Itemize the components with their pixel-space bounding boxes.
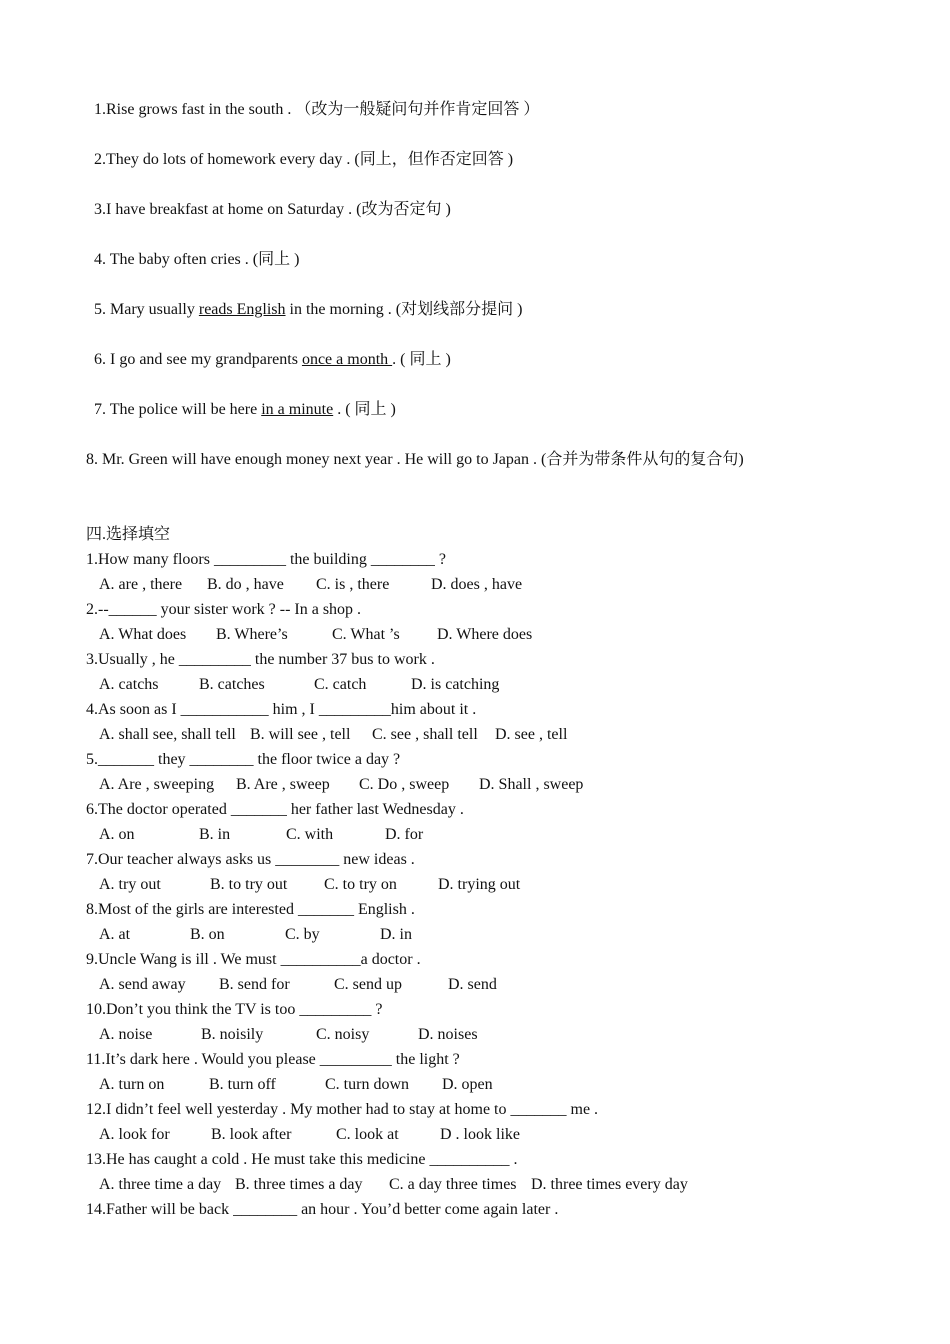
- option-b: B. on: [190, 926, 225, 943]
- item-text: 8. Mr. Green will have enough money next year . He will go to Japan . (合并为带条件从句的复合句): [86, 451, 744, 468]
- option-d: D. trying out: [438, 876, 521, 893]
- question-text: 7.Our teacher always asks us ________ new ideas .: [86, 851, 415, 868]
- question-text: 3.Usually , he _________ the number 37 bus to work .: [86, 651, 435, 668]
- option-row: [86, 722, 866, 747]
- option-c: C. What ’s: [332, 626, 400, 643]
- option-d: D. in: [380, 926, 412, 943]
- question-text: 1.How many floors _________ the building ________ ?: [86, 551, 446, 568]
- item-text: 6. I go and see my grandparents: [94, 351, 302, 368]
- item-text: 2.They do lots of homework every day . (同上，但作否定回答 ): [94, 151, 514, 168]
- option-c: C. look at: [336, 1126, 399, 1143]
- underlined-phrase: in a minute: [261, 401, 334, 418]
- question-text: 5._______ they ________ the floor twice a day ?: [86, 751, 401, 768]
- option-row: [86, 622, 866, 647]
- option-b: B. do , have: [207, 576, 284, 593]
- option-row: [86, 1022, 866, 1047]
- option-c: C. to try on: [324, 876, 397, 893]
- option-a: A. at: [99, 926, 131, 943]
- option-a: A. catchs: [99, 676, 159, 693]
- item-text: 4. The baby often cries . (同上 ): [94, 251, 300, 268]
- option-a: A. shall see, shall tell: [99, 726, 236, 743]
- question-text: 13.He has caught a cold . He must take this medicine __________ .: [86, 1151, 518, 1168]
- underlined-phrase: reads English: [198, 301, 286, 318]
- option-d: D. Where does: [437, 626, 533, 643]
- option-d: D. for: [385, 826, 424, 843]
- option-a: A. on: [99, 826, 135, 843]
- option-row: [86, 1172, 866, 1197]
- option-b: B. turn off: [209, 1076, 276, 1093]
- option-row: [86, 972, 866, 997]
- option-b: B. send for: [219, 976, 290, 993]
- option-c: C. a day three times: [389, 1176, 517, 1193]
- option-row: [86, 922, 866, 947]
- option-c: C. by: [285, 926, 320, 943]
- option-row: [86, 672, 866, 697]
- item-text: 7. The police will be here: [94, 401, 262, 418]
- rewrite-item: [94, 150, 513, 170]
- option-d: D. send: [448, 976, 497, 993]
- rewrite-item: [94, 350, 451, 370]
- option-row: [86, 872, 866, 897]
- option-a: A. are , there: [99, 576, 183, 593]
- item-text: 1.Rise grows fast in the south . （改为一般疑问句并作肯定回答 ）: [94, 101, 540, 118]
- option-a: A. three time a day: [99, 1176, 222, 1193]
- option-d: D. is catching: [411, 676, 500, 693]
- section-title: 四.选择填空: [86, 526, 171, 543]
- option-row: [86, 822, 866, 847]
- question-text: 8.Most of the girls are interested _______ English .: [86, 901, 415, 918]
- question-text: 10.Don’t you think the TV is too _________ ?: [86, 1001, 383, 1018]
- option-b: B. in: [199, 826, 231, 843]
- option-row: [86, 572, 866, 597]
- rewrite-item: [94, 300, 522, 320]
- option-a: A. look for: [99, 1126, 170, 1143]
- option-b: B. to try out: [210, 876, 288, 893]
- option-d: D. Shall , sweep: [479, 776, 584, 793]
- underlined-phrase: once a month: [301, 351, 393, 368]
- rewrite-item: [86, 450, 744, 470]
- option-c: C. noisy: [316, 1026, 370, 1043]
- rewrite-item: [94, 400, 396, 420]
- option-d: D. does , have: [431, 576, 523, 593]
- option-d: D . look like: [440, 1126, 520, 1143]
- question-text: 4.As soon as I ___________ him , I _________him about it .: [86, 701, 477, 718]
- question-text: 2.--______ your sister work ? -- In a shop .: [86, 601, 362, 618]
- item-text: in the morning . (对划线部分提问 ): [285, 301, 523, 318]
- option-a: A. What does: [99, 626, 187, 643]
- item-text: 5. Mary usually: [94, 301, 199, 318]
- option-row: [86, 1072, 866, 1097]
- option-a: A. turn on: [99, 1076, 165, 1093]
- option-a: A. send away: [99, 976, 186, 993]
- option-c: C. send up: [334, 976, 402, 993]
- option-row: [86, 1122, 866, 1147]
- item-text: . ( 同上 ): [392, 351, 451, 368]
- option-b: B. Are , sweep: [236, 776, 330, 793]
- option-c: C. see , shall tell: [372, 726, 478, 743]
- option-b: B. noisily: [201, 1026, 264, 1043]
- option-b: B. three times a day: [235, 1176, 363, 1193]
- rewrite-item: [94, 100, 539, 120]
- option-b: B. look after: [211, 1126, 292, 1143]
- option-d: D. noises: [418, 1026, 478, 1043]
- option-c: C. turn down: [325, 1076, 409, 1093]
- rewrite-item: [94, 200, 451, 220]
- option-b: B. catches: [199, 676, 265, 693]
- option-a: A. try out: [99, 876, 161, 893]
- option-a: A. Are , sweeping: [99, 776, 215, 793]
- option-c: C. Do , sweep: [359, 776, 450, 793]
- option-a: A. noise: [99, 1026, 153, 1043]
- question-text: 6.The doctor operated _______ her father last Wednesday .: [86, 801, 464, 818]
- option-c: C. with: [286, 826, 334, 843]
- question-text: 14.Father will be back ________ an hour . You’d better come again later .: [86, 1201, 559, 1218]
- option-d: D. open: [442, 1076, 493, 1093]
- option-c: C. is , there: [316, 576, 390, 593]
- question-text: 9.Uncle Wang is ill . We must __________a doctor .: [86, 951, 421, 968]
- question-text: 12.I didn’t feel well yesterday . My mother had to stay at home to _______ me .: [86, 1101, 599, 1118]
- rewrite-item: [94, 250, 299, 270]
- option-b: B. Where’s: [216, 626, 288, 643]
- option-b: B. will see , tell: [250, 726, 351, 743]
- option-d: D. three times every day: [531, 1176, 688, 1193]
- item-text: . ( 同上 ): [333, 401, 396, 418]
- option-row: [86, 772, 866, 797]
- choice-section: [86, 522, 866, 1222]
- item-text: 3.I have breakfast at home on Saturday . (改为否定句 ): [94, 201, 451, 218]
- question-text: 11.It’s dark here . Would you please _________ the light ?: [86, 1051, 460, 1068]
- option-d: D. see , tell: [495, 726, 568, 743]
- question-list: [86, 547, 866, 1222]
- option-c: C. catch: [314, 676, 367, 693]
